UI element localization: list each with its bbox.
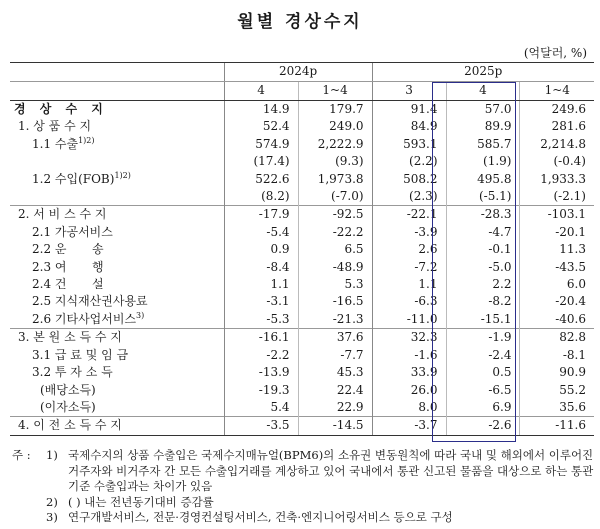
row-label-text: 2.6 기타사업서비스 xyxy=(32,311,137,326)
table-cell: -14.5 xyxy=(298,417,372,435)
table-cell: 249.6 xyxy=(520,101,594,119)
table-cell: 2,214.8 xyxy=(520,136,594,153)
table-cell: -2.6 xyxy=(446,417,520,435)
table-cell: -7.7 xyxy=(298,347,372,364)
table-cell: 5.4 xyxy=(224,399,298,417)
row-label xyxy=(10,224,224,241)
table-cell: 1.1 xyxy=(224,276,298,293)
row-label xyxy=(10,382,224,399)
header-col: 1~4 xyxy=(520,82,594,101)
header-col: 4 xyxy=(446,82,520,101)
row-label-text-2: 송 xyxy=(92,242,104,257)
table-cell: (1.9) xyxy=(446,153,520,170)
header-corner xyxy=(10,63,224,82)
table-cell: (-7.0) xyxy=(298,188,372,206)
table-cell: -8.1 xyxy=(520,347,594,364)
row-label xyxy=(10,276,224,293)
table-row xyxy=(10,153,594,170)
table-cell: (-2.1) xyxy=(520,188,594,206)
table-cell: 522.6 xyxy=(224,171,298,188)
row-label-text: 2. 서 비 스 수 지 xyxy=(18,207,107,222)
table-row xyxy=(10,347,594,364)
table-cell: -0.1 xyxy=(446,241,520,258)
header-row-periods xyxy=(10,82,594,101)
table-cell: 1,933.3 xyxy=(520,171,594,188)
table-row xyxy=(10,382,594,399)
table-cell: 574.9 xyxy=(224,136,298,153)
table-cell: (-5.1) xyxy=(446,188,520,206)
table-cell: (9.3) xyxy=(298,153,372,170)
footnote-marker: 1)2) xyxy=(78,135,95,145)
table-cell: -16.1 xyxy=(224,329,298,347)
row-label-text: (배당소득) xyxy=(40,382,96,397)
table-cell: 495.8 xyxy=(446,171,520,188)
footnote-1 xyxy=(12,448,594,495)
table-cell: 593.1 xyxy=(372,136,446,153)
table-cell: -13.9 xyxy=(224,364,298,381)
table-cell: (17.4) xyxy=(224,153,298,170)
table-cell: 57.0 xyxy=(446,101,520,119)
table-cell: 8.0 xyxy=(372,399,446,417)
table-cell: 6.0 xyxy=(520,276,594,293)
table-row xyxy=(10,399,594,417)
table-cell: -20.4 xyxy=(520,293,594,310)
table-cell: 249.0 xyxy=(298,118,372,135)
table-row xyxy=(10,171,594,188)
row-label-text: 3.1 급 료 및 임 금 xyxy=(32,347,129,362)
table-cell: 35.6 xyxy=(520,399,594,417)
table-cell: -43.5 xyxy=(520,259,594,276)
table-cell: -3.1 xyxy=(224,293,298,310)
table-cell: 14.9 xyxy=(224,101,298,119)
table-cell: 89.9 xyxy=(446,118,520,135)
row-label xyxy=(10,347,224,364)
table-cell: 585.7 xyxy=(446,136,520,153)
footnote-number: 2) xyxy=(46,494,58,509)
table-row xyxy=(10,101,594,119)
row-label xyxy=(10,206,224,224)
table-cell: -28.3 xyxy=(446,206,520,224)
row-label-text: 4. 이 전 소 득 수 지 xyxy=(18,418,122,433)
table-row xyxy=(10,417,594,435)
table-cell: (2.2) xyxy=(372,153,446,170)
table-cell: -19.3 xyxy=(224,382,298,399)
header-corner-2 xyxy=(10,82,224,101)
table-cell: -11.0 xyxy=(372,311,446,329)
table-cell: -4.7 xyxy=(446,224,520,241)
row-label-text: 1.2 수입(FOB) xyxy=(32,171,115,186)
table-cell: -21.3 xyxy=(298,311,372,329)
header-year-2024: 2024p xyxy=(224,63,372,82)
table-cell: 55.2 xyxy=(520,382,594,399)
header-row-years xyxy=(10,63,594,82)
table-cell: -40.6 xyxy=(520,311,594,329)
footnote-marker: 3) xyxy=(136,310,145,320)
table-cell: -2.2 xyxy=(224,347,298,364)
row-label-text: 2.2 운 xyxy=(32,242,67,257)
row-label-text-2: 설 xyxy=(92,277,104,292)
table-cell: 22.4 xyxy=(298,382,372,399)
footnote-2 xyxy=(12,495,594,511)
table-cell: 52.4 xyxy=(224,118,298,135)
table-cell: -22.1 xyxy=(372,206,446,224)
table-cell: 84.9 xyxy=(372,118,446,135)
table-row xyxy=(10,118,594,135)
table-cell: 0.9 xyxy=(224,241,298,258)
table-row xyxy=(10,206,594,224)
table-cell: 22.9 xyxy=(298,399,372,417)
row-label-text: 2.3 여 xyxy=(32,259,67,274)
table-row xyxy=(10,241,594,258)
table-cell: -3.5 xyxy=(224,417,298,435)
footnote-number: 3) xyxy=(46,510,58,524)
table-row xyxy=(10,259,594,276)
table-cell: 281.6 xyxy=(520,118,594,135)
table-cell: 32.3 xyxy=(372,329,446,347)
row-label-text: 2.5 지식재산권사용료 xyxy=(32,294,148,309)
current-account-table xyxy=(10,62,594,436)
table-cell: 2.6 xyxy=(372,241,446,258)
table-cell: 90.9 xyxy=(520,364,594,381)
unit-label: (억달러, %) xyxy=(523,46,587,60)
header-col: 4 xyxy=(224,82,298,101)
table-cell: -5.0 xyxy=(446,259,520,276)
table-cell: 37.6 xyxy=(298,329,372,347)
table-cell: 11.3 xyxy=(520,241,594,258)
header-col: 1~4 xyxy=(298,82,372,101)
table-cell: 6.5 xyxy=(298,241,372,258)
row-label xyxy=(10,329,224,347)
table-cell: -5.3 xyxy=(224,311,298,329)
row-label xyxy=(10,259,224,276)
row-label-text: 2.1 가공서비스 xyxy=(32,224,113,239)
table-cell: -8.4 xyxy=(224,259,298,276)
table-cell: -11.6 xyxy=(520,417,594,435)
table-cell: 179.7 xyxy=(298,101,372,119)
table-cell: -5.4 xyxy=(224,224,298,241)
table-cell: (-0.4) xyxy=(520,153,594,170)
table-cell: 1,973.8 xyxy=(298,171,372,188)
table-cell: -6.5 xyxy=(446,382,520,399)
table-cell: -16.5 xyxy=(298,293,372,310)
table-cell: -20.1 xyxy=(520,224,594,241)
row-label xyxy=(10,417,224,435)
row-label xyxy=(10,171,224,188)
table-cell: -103.1 xyxy=(520,206,594,224)
table-row xyxy=(10,136,594,153)
table-cell: 1.1 xyxy=(372,276,446,293)
row-label xyxy=(10,364,224,381)
table-cell: 5.3 xyxy=(298,276,372,293)
row-label xyxy=(10,136,224,153)
footnote-text: 국제수지의 상품 수출입은 국제수지매뉴얼(BPM6)의 소유권 변동원칙에 따라 국내 및 해외에서 이루어진 거주자와 비거주자 간 모든 수출입거래를 계상하고 있어 국내에서 통관 신고된 물품을 대상으로 하는 통관기준 수출입과는 차이가 있음 xyxy=(68,448,594,493)
table-cell: -7.2 xyxy=(372,259,446,276)
table-cell: 2.2 xyxy=(446,276,520,293)
table-body xyxy=(10,101,594,436)
table-cell: -22.2 xyxy=(298,224,372,241)
table-row xyxy=(10,311,594,329)
row-label-text-2: 행 xyxy=(92,259,104,274)
table-cell: 508.2 xyxy=(372,171,446,188)
footnote-head: 주 : xyxy=(12,448,31,462)
table-cell: -2.4 xyxy=(446,347,520,364)
header-year-2025: 2025p xyxy=(372,63,594,82)
row-label xyxy=(10,399,224,417)
table-cell: 82.8 xyxy=(520,329,594,347)
header-col: 3 xyxy=(372,82,446,101)
table-row xyxy=(10,224,594,241)
table-cell: 2,222.9 xyxy=(298,136,372,153)
table-cell: 0.5 xyxy=(446,364,520,381)
table-row xyxy=(10,276,594,293)
table-cell: -92.5 xyxy=(298,206,372,224)
footnotes xyxy=(12,448,594,526)
table-cell: -15.1 xyxy=(446,311,520,329)
table-cell: -6.3 xyxy=(372,293,446,310)
table-cell: -3.9 xyxy=(372,224,446,241)
row-label xyxy=(10,153,224,170)
row-label xyxy=(10,241,224,258)
table-cell: -48.9 xyxy=(298,259,372,276)
footnote-marker: 1)2) xyxy=(114,170,131,180)
row-label-text: 1. 상 품 수 지 xyxy=(18,119,92,134)
table-cell: -17.9 xyxy=(224,206,298,224)
row-label-text: 1.1 수출 xyxy=(32,136,79,151)
table-cell: 91.4 xyxy=(372,101,446,119)
row-label-text: 3.2 투 자 소 득 xyxy=(32,365,113,380)
footnote-text: 연구개발서비스, 전문·경영컨설팅서비스, 건축·엔지니어링서비스 등으로 구성 xyxy=(68,510,453,524)
row-label-text: 2.4 건 xyxy=(32,277,67,292)
page-title: 월별 경상수지 xyxy=(237,12,363,32)
table-row xyxy=(10,364,594,381)
footnote-number: 1) xyxy=(46,448,58,462)
table-cell: -1.9 xyxy=(446,329,520,347)
table-cell: -1.6 xyxy=(372,347,446,364)
table-row xyxy=(10,188,594,206)
table-cell: -8.2 xyxy=(446,293,520,310)
table-cell: (8.2) xyxy=(224,188,298,206)
row-label-text: 경 상 수 지 xyxy=(14,102,108,116)
row-label xyxy=(10,311,224,329)
table-cell: 33.9 xyxy=(372,364,446,381)
table-row xyxy=(10,293,594,310)
row-label-text: 3. 본 원 소 득 수 지 xyxy=(18,330,122,345)
table-cell: (2.3) xyxy=(372,188,446,206)
table-cell: 6.9 xyxy=(446,399,520,417)
row-label xyxy=(10,293,224,310)
footnote-3 xyxy=(12,510,594,526)
table-cell: 26.0 xyxy=(372,382,446,399)
row-label xyxy=(10,188,224,206)
table-cell: -3.7 xyxy=(372,417,446,435)
row-label xyxy=(10,101,224,119)
table-row xyxy=(10,329,594,347)
table-cell: 45.3 xyxy=(298,364,372,381)
row-label xyxy=(10,118,224,135)
row-label-text: (이자소득) xyxy=(40,399,96,414)
footnote-text: ( ) 내는 전년동기대비 증감률 xyxy=(68,494,214,509)
